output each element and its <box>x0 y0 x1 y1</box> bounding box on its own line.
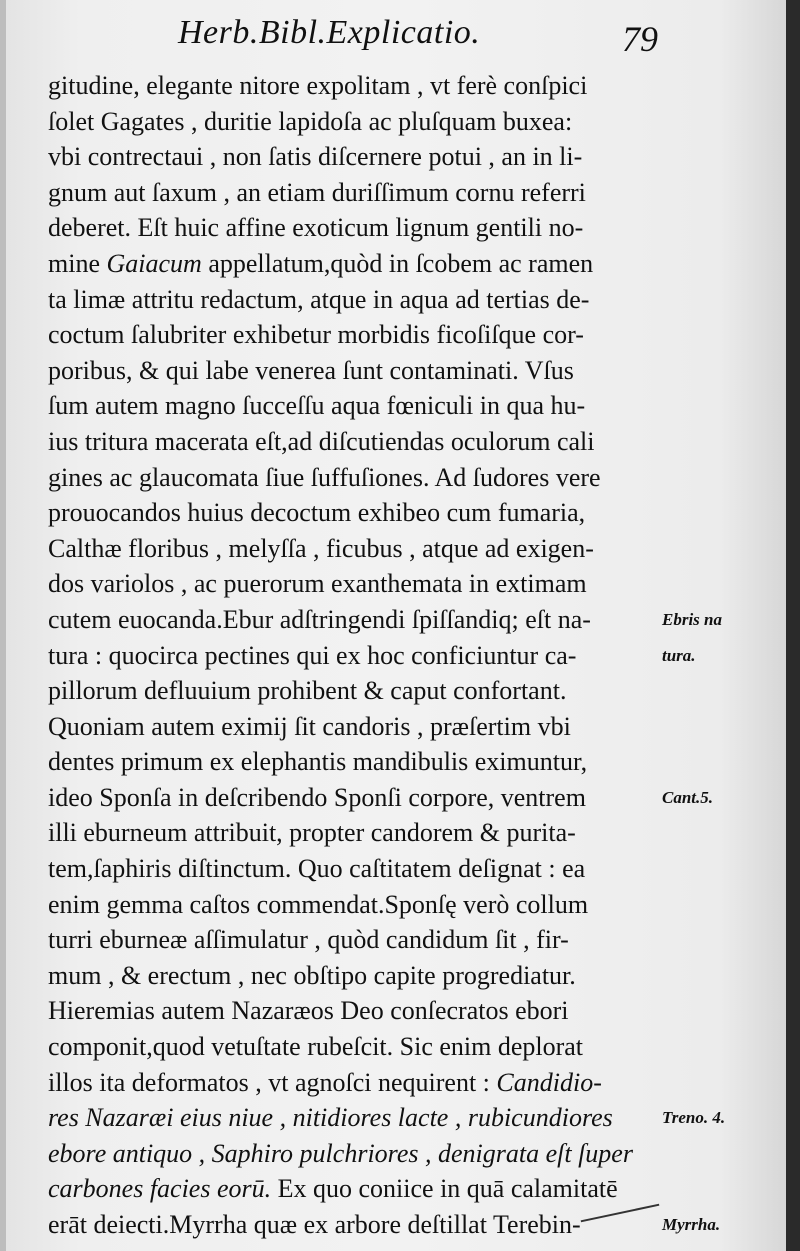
text-line <box>48 139 668 175</box>
text-line <box>48 210 668 246</box>
text-line <box>48 246 668 282</box>
italic-text-segment: ebore antiquo , Saphiro pulchriores , denigrata eſt ſuper <box>48 1138 633 1168</box>
text-segment: cutem euocanda.Ebur adſtringendi ſpiſſandiq; eſt na- <box>48 604 591 634</box>
text-line <box>48 602 668 638</box>
text-line <box>48 815 668 851</box>
text-line <box>48 104 668 140</box>
margin-note: Treno. 4. <box>662 1108 726 1128</box>
body-text <box>48 68 668 1243</box>
text-line <box>48 388 668 424</box>
text-segment: gines ac glaucomata ſiue ſuffuſiones. Ad ſudores vere <box>48 462 601 492</box>
text-segment: vbi contrectaui , non ſatis diſcernere potui , an in li- <box>48 142 583 172</box>
text-segment: mine <box>48 248 107 278</box>
text-segment: turri eburneæ aſſimulatur , quòd candidum ſit , fir- <box>48 925 569 955</box>
text-segment: pillorum defluuium prohibent & caput confortant. <box>48 676 567 706</box>
italic-text-segment: carbones facies eorū. <box>48 1174 272 1204</box>
text-line <box>48 495 668 531</box>
text-segment: gitudine, elegante nitore expolitam , vt ferè conſpici <box>48 71 588 100</box>
text-line <box>48 282 668 318</box>
text-segment: erāt deiecti.Myrrha quæ ex arbore deſtillat Terebin- <box>48 1210 581 1239</box>
text-line <box>48 1171 668 1207</box>
margin-note: Cant.5. <box>662 788 714 807</box>
text-line <box>48 851 668 887</box>
italic-text-segment: res Nazaræi eius niue , nitidiores lacte , rubicundiores <box>48 1103 613 1133</box>
text-segment: deberet. Eſt huic affine exoticum lignum gentili no- <box>48 213 584 243</box>
text-segment: coctum ſalubriter exhibetur morbidis ficoſiſque cor- <box>48 320 584 350</box>
margin-note: tura. <box>662 645 696 665</box>
text-line <box>48 175 668 211</box>
text-segment: dos variolos , ac puerorum exanthemata in extimam <box>48 569 587 599</box>
text-segment: ſolet Gagates , duritie lapidoſa ac pluſquam buxea: <box>48 106 573 136</box>
text-segment: mum , & erectum , nec obſtipo capite progrediatur. <box>48 960 576 990</box>
margin-note: Myrrha. <box>662 1215 721 1235</box>
text-line <box>48 744 668 780</box>
text-line <box>48 958 668 994</box>
text-segment: componit,quod vetuſtate rubeſcit. Sic enim deplorat <box>48 1032 584 1062</box>
text-line <box>48 673 668 709</box>
page-left-edge <box>0 0 6 1251</box>
text-segment: ſum autem magno ſucceſſu aqua fœniculi in qua hu- <box>48 391 586 421</box>
text-line <box>48 1207 668 1243</box>
text-line <box>48 922 668 958</box>
running-title: Herb.Bibl.Explicatio. <box>178 14 481 51</box>
text-line <box>48 638 668 674</box>
text-line <box>48 1100 668 1136</box>
text-segment: gnum aut ſaxum , an etiam duriſſimum cornu referri <box>48 177 586 207</box>
text-segment: Quoniam autem eximij ſit candoris , præſertim vbi <box>48 711 571 741</box>
text-line <box>48 780 668 816</box>
text-line <box>48 424 668 460</box>
text-line <box>48 887 668 923</box>
text-line <box>48 566 668 602</box>
text-line <box>48 1136 668 1172</box>
text-line <box>48 317 668 353</box>
text-segment: tura : quocirca pectines qui ex hoc conficiuntur ca- <box>48 640 577 670</box>
page-number: 79 <box>622 19 658 59</box>
text-segment: illi eburneum attribuit, propter candorem & purita- <box>48 818 576 848</box>
text-line <box>48 1065 668 1101</box>
text-segment: Hieremias autem Nazaræos Deo conſecratos ebori <box>48 996 569 1026</box>
text-segment: dentes primum ex elephantis mandibulis eximuntur, <box>48 747 588 777</box>
text-segment: ideo Sponſa in deſcribendo Sponſi corpore, ventrem <box>48 782 586 812</box>
text-line <box>48 993 668 1029</box>
text-line <box>48 531 668 567</box>
text-line <box>48 460 668 496</box>
text-segment: Ex quo coniice in quā calamitatē <box>271 1174 618 1204</box>
text-segment: poribus, & qui labe venerea ſunt contaminati. Vſus <box>48 355 574 385</box>
text-segment: prouocandos huius decoctum exhibeo cum fumaria, <box>48 498 586 528</box>
text-segment: Calthæ floribus , melyſſa , ficubus , atque ad exigen- <box>48 533 594 563</box>
margin-note: Ebris na <box>662 610 722 629</box>
text-segment: illos ita deformatos , vt agnoſci nequirent : <box>48 1067 497 1097</box>
text-line <box>48 709 668 745</box>
page-right-edge <box>786 0 800 1251</box>
text-segment: tem,ſaphiris diſtinctum. Quo caſtitatem deſignat : ea <box>48 854 586 884</box>
text-line <box>48 68 668 104</box>
text-segment: ius tritura macerata eſt,ad diſcutiendas oculorum cali <box>48 426 595 456</box>
italic-text-segment: Gaiacum <box>106 248 202 278</box>
text-line <box>48 1029 668 1065</box>
text-segment: ta limæ attritu redactum, atque in aqua ad tertias de- <box>48 284 590 314</box>
text-segment: appellatum,quòd in ſcobem ac ramen <box>201 248 594 278</box>
text-line <box>48 353 668 389</box>
italic-text-segment: Candidio- <box>496 1067 602 1097</box>
text-segment: enim gemma caſtos commendat.Sponſę verò collum <box>48 889 589 919</box>
